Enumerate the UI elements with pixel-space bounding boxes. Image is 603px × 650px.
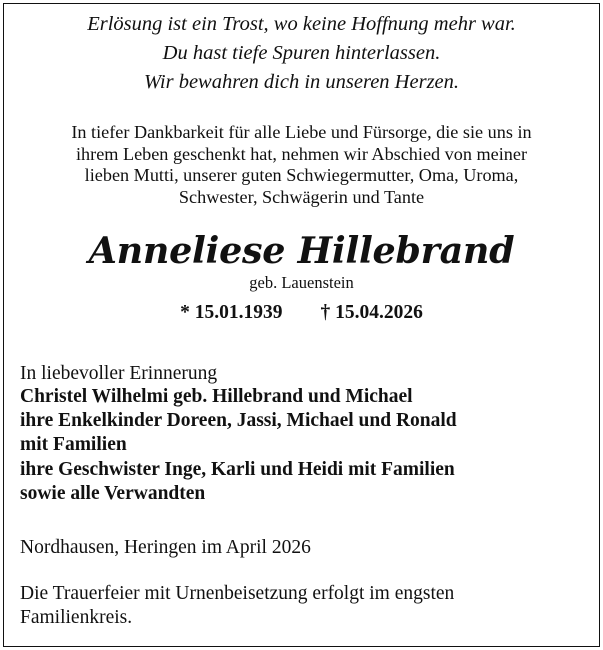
place-date: Nordhausen, Heringen im April 2026 <box>20 537 311 558</box>
funeral-note-line: Die Trauerfeier mit Urnenbeisetzung erfolgt im engsten <box>20 583 455 604</box>
intro-line: Schwester, Schwägerin und Tante <box>178 186 425 207</box>
motto-line: Erlösung ist ein Trost, wo keine Hoffnung mehr war. <box>87 13 516 35</box>
motto-line: Du hast tiefe Spuren hinterlassen. <box>162 42 441 64</box>
maiden-name: geb. Lauenstein <box>249 273 354 292</box>
motto-verse <box>0 10 603 97</box>
mourner-line: ihre Geschwister Inge, Karli und Heidi mit Familien <box>20 458 455 480</box>
intro-text <box>0 122 603 208</box>
deceased-name: Anneliese Hillebrand <box>88 229 515 272</box>
intro-line: lieben Mutti, unserer guten Schwiegermutter, Oma, Uroma, <box>84 165 519 185</box>
funeral-note-line: Familienkreis. <box>20 607 133 628</box>
remembrance-label: In liebevoller Erinnerung <box>20 363 218 384</box>
intro-line: In tiefer Dankbarkeit für alle Liebe und Fürsorge, die sie uns in <box>71 122 532 142</box>
intro-line: ihrem Leben geschenkt hat, nehmen wir Abschied von meiner <box>75 143 527 164</box>
mourner-line: mit Familien <box>20 434 127 456</box>
mourners-list <box>20 385 457 506</box>
funeral-note <box>20 582 454 630</box>
mourner-line: ihre Enkelkinder Doreen, Jassi, Michael und Ronald <box>20 410 457 432</box>
mourner-line: Christel Wilhelmi geb. Hillebrand und Michael <box>20 386 413 407</box>
death-date: † 15.04.2026 <box>320 302 423 323</box>
birth-date: * 15.01.1939 <box>180 302 283 323</box>
motto-line: Wir bewahren dich in unseren Herzen. <box>143 71 460 93</box>
mourner-line: sowie alle Verwandten <box>20 482 206 504</box>
life-dates <box>0 301 603 325</box>
